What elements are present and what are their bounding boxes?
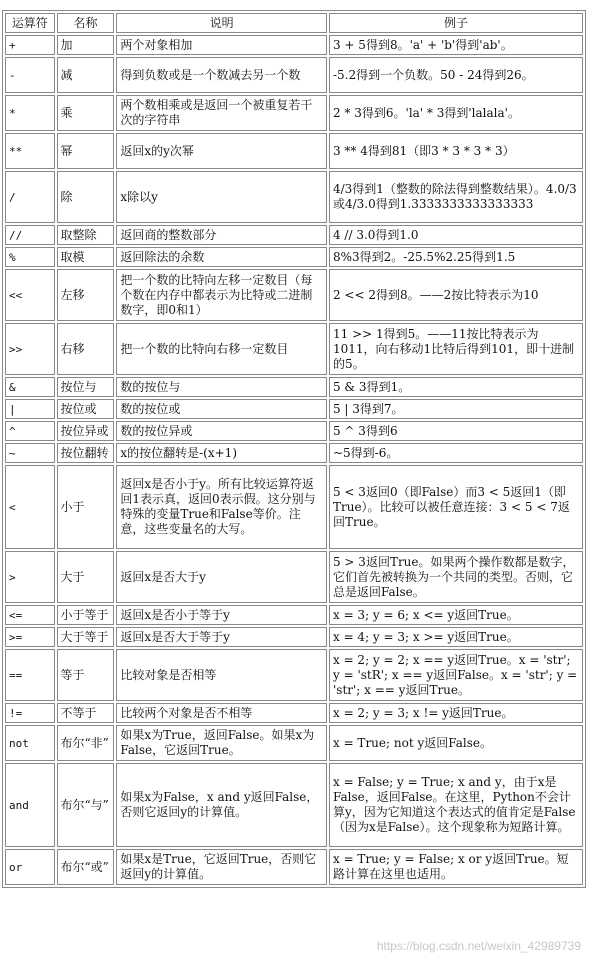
- description-cell: 比较两个对象是否不相等: [116, 703, 327, 723]
- description-cell: 两个对象相加: [116, 35, 327, 55]
- example-cell: 8%3得到2。-25.5%2.25得到1.5: [329, 247, 583, 267]
- description-cell: 数的按位或: [116, 399, 327, 419]
- description-cell: 返回除法的余数: [116, 247, 327, 267]
- description-cell: 返回x是否小于等于y: [116, 605, 327, 625]
- name-cell: 小于等于: [57, 605, 115, 625]
- name-cell: 按位或: [57, 399, 115, 419]
- table-row: [5, 605, 583, 625]
- description-cell: 如果x为False，x and y返回False，否则它返回y的计算值。: [116, 763, 327, 847]
- operator-cell: ^: [5, 421, 55, 441]
- operator-cell: -: [5, 57, 55, 93]
- example-cell: 5 > 3返回True。如果两个操作数都是数字，它们首先被转换为一个共同的类型。否则，它总是返回False。: [329, 551, 583, 603]
- example-cell: x = False; y = True; x and y，由于x是False，返回False。在这里，Python不会计算y，因为它知道这个表达式的值肯定是False（因为x是False）。这个现象称为短路计算。: [329, 763, 583, 847]
- example-cell: x = True; y = False; x or y返回True。短路计算在这里也适用。: [329, 849, 583, 885]
- table-row: [5, 133, 583, 169]
- description-cell: 返回x的y次幂: [116, 133, 327, 169]
- name-cell: 大于等于: [57, 627, 115, 647]
- table-row: [5, 465, 583, 549]
- example-cell: x = True; not y返回False。: [329, 725, 583, 761]
- table-row: [5, 247, 583, 267]
- example-cell: 5 & 3得到1。: [329, 377, 583, 397]
- table-row: [5, 849, 583, 885]
- example-cell: 2 << 2得到8。——2按比特表示为10: [329, 269, 583, 321]
- example-cell: -5.2得到一个负数。50 - 24得到26。: [329, 57, 583, 93]
- description-cell: 两个数相乘或是返回一个被重复若干次的字符串: [116, 95, 327, 131]
- example-cell: 4/3得到1（整数的除法得到整数结果）。4.0/3或4/3.0得到1.3333333333333333: [329, 171, 583, 223]
- description-cell: x的按位翻转是-(x+1): [116, 443, 327, 463]
- operator-table-container: [2, 10, 586, 888]
- table-row: [5, 763, 583, 847]
- operator-cell: not: [5, 725, 55, 761]
- description-cell: 如果x为True，返回False。如果x为False，它返回True。: [116, 725, 327, 761]
- description-cell: 返回x是否大于等于y: [116, 627, 327, 647]
- operator-cell: +: [5, 35, 55, 55]
- name-cell: 取模: [57, 247, 115, 267]
- operator-cell: |: [5, 399, 55, 419]
- name-cell: 大于: [57, 551, 115, 603]
- table-row: [5, 35, 583, 55]
- operator-cell: !=: [5, 703, 55, 723]
- table-header-row: [5, 13, 583, 33]
- operator-cell: >>: [5, 323, 55, 375]
- operator-cell: /: [5, 171, 55, 223]
- operator-table: [2, 10, 586, 888]
- watermark: https://blog.csdn.net/weixin_42989739: [376, 939, 581, 953]
- header-operator: 运算符: [5, 13, 55, 33]
- example-cell: 5 ^ 3得到6: [329, 421, 583, 441]
- example-cell: x = 2; y = 3; x != y返回True。: [329, 703, 583, 723]
- example-cell: x = 3; y = 6; x <= y返回True。: [329, 605, 583, 625]
- operator-cell: %: [5, 247, 55, 267]
- example-cell: 5 < 3返回0（即False）而3 < 5返回1（即True）。比较可以被任意连接：3 < 5 < 7返回True。: [329, 465, 583, 549]
- example-cell: ~5得到-6。: [329, 443, 583, 463]
- operator-cell: <<: [5, 269, 55, 321]
- example-cell: 5 | 3得到7。: [329, 399, 583, 419]
- name-cell: 除: [57, 171, 115, 223]
- description-cell: x除以y: [116, 171, 327, 223]
- table-row: [5, 95, 583, 131]
- table-row: [5, 225, 583, 245]
- operator-cell: or: [5, 849, 55, 885]
- operator-cell: //: [5, 225, 55, 245]
- table-row: [5, 703, 583, 723]
- example-cell: 11 >> 1得到5。——11按比特表示为1011，向右移动1比特后得到101，即十进制的5。: [329, 323, 583, 375]
- table-row: [5, 649, 583, 701]
- operator-cell: ==: [5, 649, 55, 701]
- table-row: [5, 725, 583, 761]
- name-cell: 幂: [57, 133, 115, 169]
- name-cell: 按位与: [57, 377, 115, 397]
- description-cell: 数的按位与: [116, 377, 327, 397]
- table-row: [5, 377, 583, 397]
- description-cell: 把一个数的比特向右移一定数目: [116, 323, 327, 375]
- operator-cell: >: [5, 551, 55, 603]
- header-example: 例子: [329, 13, 583, 33]
- name-cell: 右移: [57, 323, 115, 375]
- table-row: [5, 323, 583, 375]
- table-row: [5, 443, 583, 463]
- name-cell: 布尔“与”: [57, 763, 115, 847]
- description-cell: 返回x是否小于y。所有比较运算符返回1表示真，返回0表示假。这分别与特殊的变量True和False等价。注意，这些变量名的大写。: [116, 465, 327, 549]
- table-row: [5, 269, 583, 321]
- example-cell: 2 * 3得到6。'la' * 3得到'lalala'。: [329, 95, 583, 131]
- description-cell: 数的按位异或: [116, 421, 327, 441]
- operator-cell: >=: [5, 627, 55, 647]
- name-cell: 按位异或: [57, 421, 115, 441]
- operator-cell: &: [5, 377, 55, 397]
- table-body: [5, 35, 583, 885]
- name-cell: 乘: [57, 95, 115, 131]
- operator-cell: <=: [5, 605, 55, 625]
- name-cell: 取整除: [57, 225, 115, 245]
- example-cell: 3 ** 4得到81（即3 * 3 * 3 * 3）: [329, 133, 583, 169]
- table-row: [5, 551, 583, 603]
- example-cell: 3 + 5得到8。'a' + 'b'得到'ab'。: [329, 35, 583, 55]
- name-cell: 布尔“非”: [57, 725, 115, 761]
- name-cell: 等于: [57, 649, 115, 701]
- name-cell: 布尔“或”: [57, 849, 115, 885]
- name-cell: 加: [57, 35, 115, 55]
- header-description: 说明: [116, 13, 327, 33]
- name-cell: 不等于: [57, 703, 115, 723]
- operator-cell: <: [5, 465, 55, 549]
- table-row: [5, 421, 583, 441]
- operator-cell: *: [5, 95, 55, 131]
- table-row: [5, 627, 583, 647]
- description-cell: 返回x是否大于y: [116, 551, 327, 603]
- name-cell: 左移: [57, 269, 115, 321]
- operator-cell: and: [5, 763, 55, 847]
- description-cell: 如果x是True，它返回True，否则它返回y的计算值。: [116, 849, 327, 885]
- name-cell: 减: [57, 57, 115, 93]
- example-cell: 4 // 3.0得到1.0: [329, 225, 583, 245]
- table-row: [5, 171, 583, 223]
- example-cell: x = 2; y = 2; x == y返回True。x = 'str'; y = 'stR'; x == y返回False。x = 'str'; y = 'str'; x == y返回True。: [329, 649, 583, 701]
- description-cell: 比较对象是否相等: [116, 649, 327, 701]
- table-row: [5, 399, 583, 419]
- name-cell: 按位翻转: [57, 443, 115, 463]
- example-cell: x = 4; y = 3; x >= y返回True。: [329, 627, 583, 647]
- header-name: 名称: [57, 13, 115, 33]
- table-row: [5, 57, 583, 93]
- name-cell: 小于: [57, 465, 115, 549]
- description-cell: 把一个数的比特向左移一定数目（每个数在内存中都表示为比特或二进制数字，即0和1）: [116, 269, 327, 321]
- operator-cell: **: [5, 133, 55, 169]
- operator-cell: ~: [5, 443, 55, 463]
- description-cell: 返回商的整数部分: [116, 225, 327, 245]
- description-cell: 得到负数或是一个数减去另一个数: [116, 57, 327, 93]
